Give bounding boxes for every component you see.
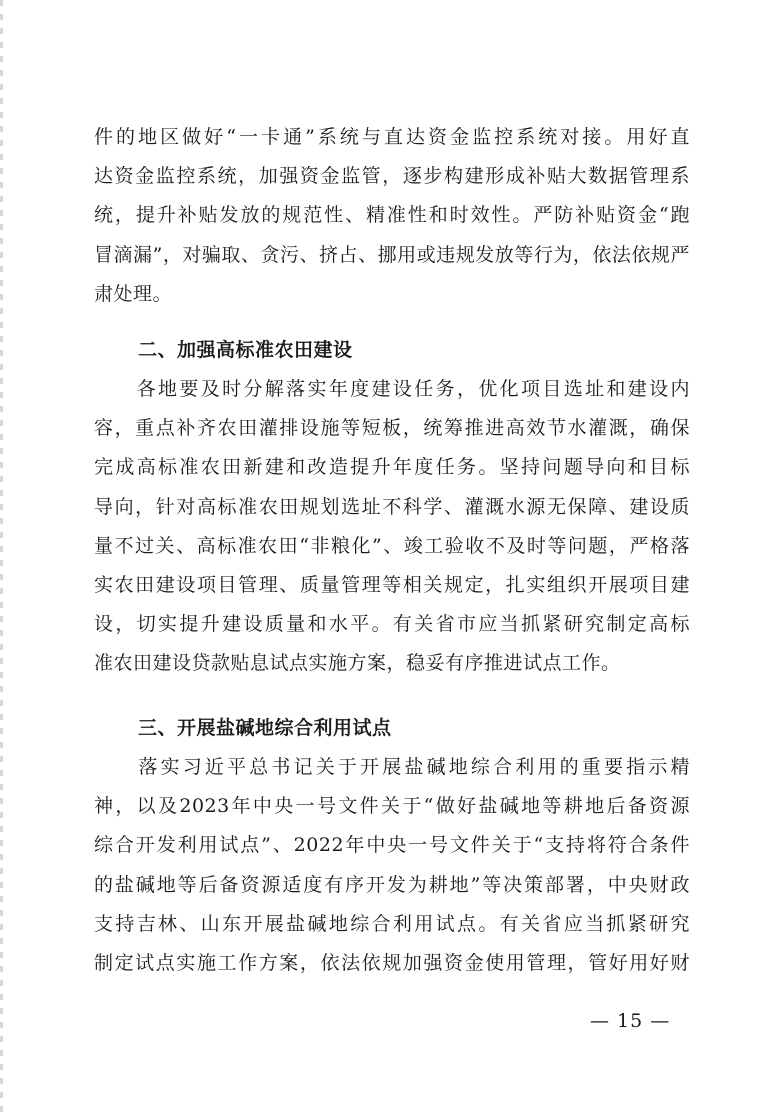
text-line: 各地要及时分解落实年度建设任务，优化项目选址和建设内	[94, 378, 690, 400]
text-line: 达资金监控系统，加强资金监管，逐步构建形成补贴大数据管理系	[94, 165, 690, 188]
text-line: 制定试点实施工作方案，依法依规加强资金使用管理，管好用好财	[94, 951, 690, 974]
text-line: 的盐碱地等后备资源适度有序开发为耕地”等决策部署，中央财政	[94, 873, 690, 896]
text-line: 完成高标准农田新建和改造提升年度任务。坚持问题导向和目标	[94, 456, 690, 479]
text-line: 落实习近平总书记关于开展盐碱地综合利用的重要指示精	[94, 756, 690, 778]
text-line: 神，以及2023年中央一号文件关于“做好盐碱地等耕地后备资源	[94, 795, 690, 818]
section-heading-farmland: 二、加强高标准农田建设	[138, 339, 353, 361]
paragraph-subsidy-supervision	[94, 118, 690, 314]
text-line: 容，重点补齐农田灌排设施等短板，统筹推进高效节水灌溉，确保	[94, 417, 690, 440]
paragraph-farmland-construction	[94, 370, 690, 684]
text-line: 肃处理。	[94, 282, 173, 305]
text-line: 设，切实提升建设质量和水平。有关省市应当抓紧研究制定高标	[94, 613, 690, 636]
page-number: — 15 —	[590, 1010, 671, 1032]
text-line: 准农田建设贷款贴息试点实施方案，稳妥有序推进试点工作。	[94, 652, 621, 675]
text-line: 导向，针对高标准农田规划选址不科学、灌溉水源无保障、建设质	[94, 495, 690, 518]
text-line: 统，提升补贴发放的规范性、精准性和时效性。严防补贴资金“跑	[94, 204, 690, 227]
text-line: 综合开发利用试点”、2022年中央一号文件关于“支持将符合条件	[94, 834, 690, 857]
text-line: 量不过关、高标准农田“非粮化”、竣工验收不及时等问题，严格落	[94, 534, 690, 557]
paragraph-saline-land-pilot	[94, 748, 690, 983]
text-line: 支持吉林、山东开展盐碱地综合利用试点。有关省应当抓紧研究	[94, 912, 690, 935]
page-edge-mark	[0, 0, 3, 1114]
text-line: 件的地区做好“一卡通”系统与直达资金监控系统对接。用好直	[94, 126, 690, 148]
text-line: 实农田建设项目管理、质量管理等相关规定，扎实组织开展项目建	[94, 573, 690, 596]
section-heading-saline-land: 三、开展盐碱地综合利用试点	[138, 717, 392, 739]
text-line: 冒滴漏”，对骗取、贪污、挤占、挪用或违规发放等行为，依法依规严	[94, 243, 690, 266]
